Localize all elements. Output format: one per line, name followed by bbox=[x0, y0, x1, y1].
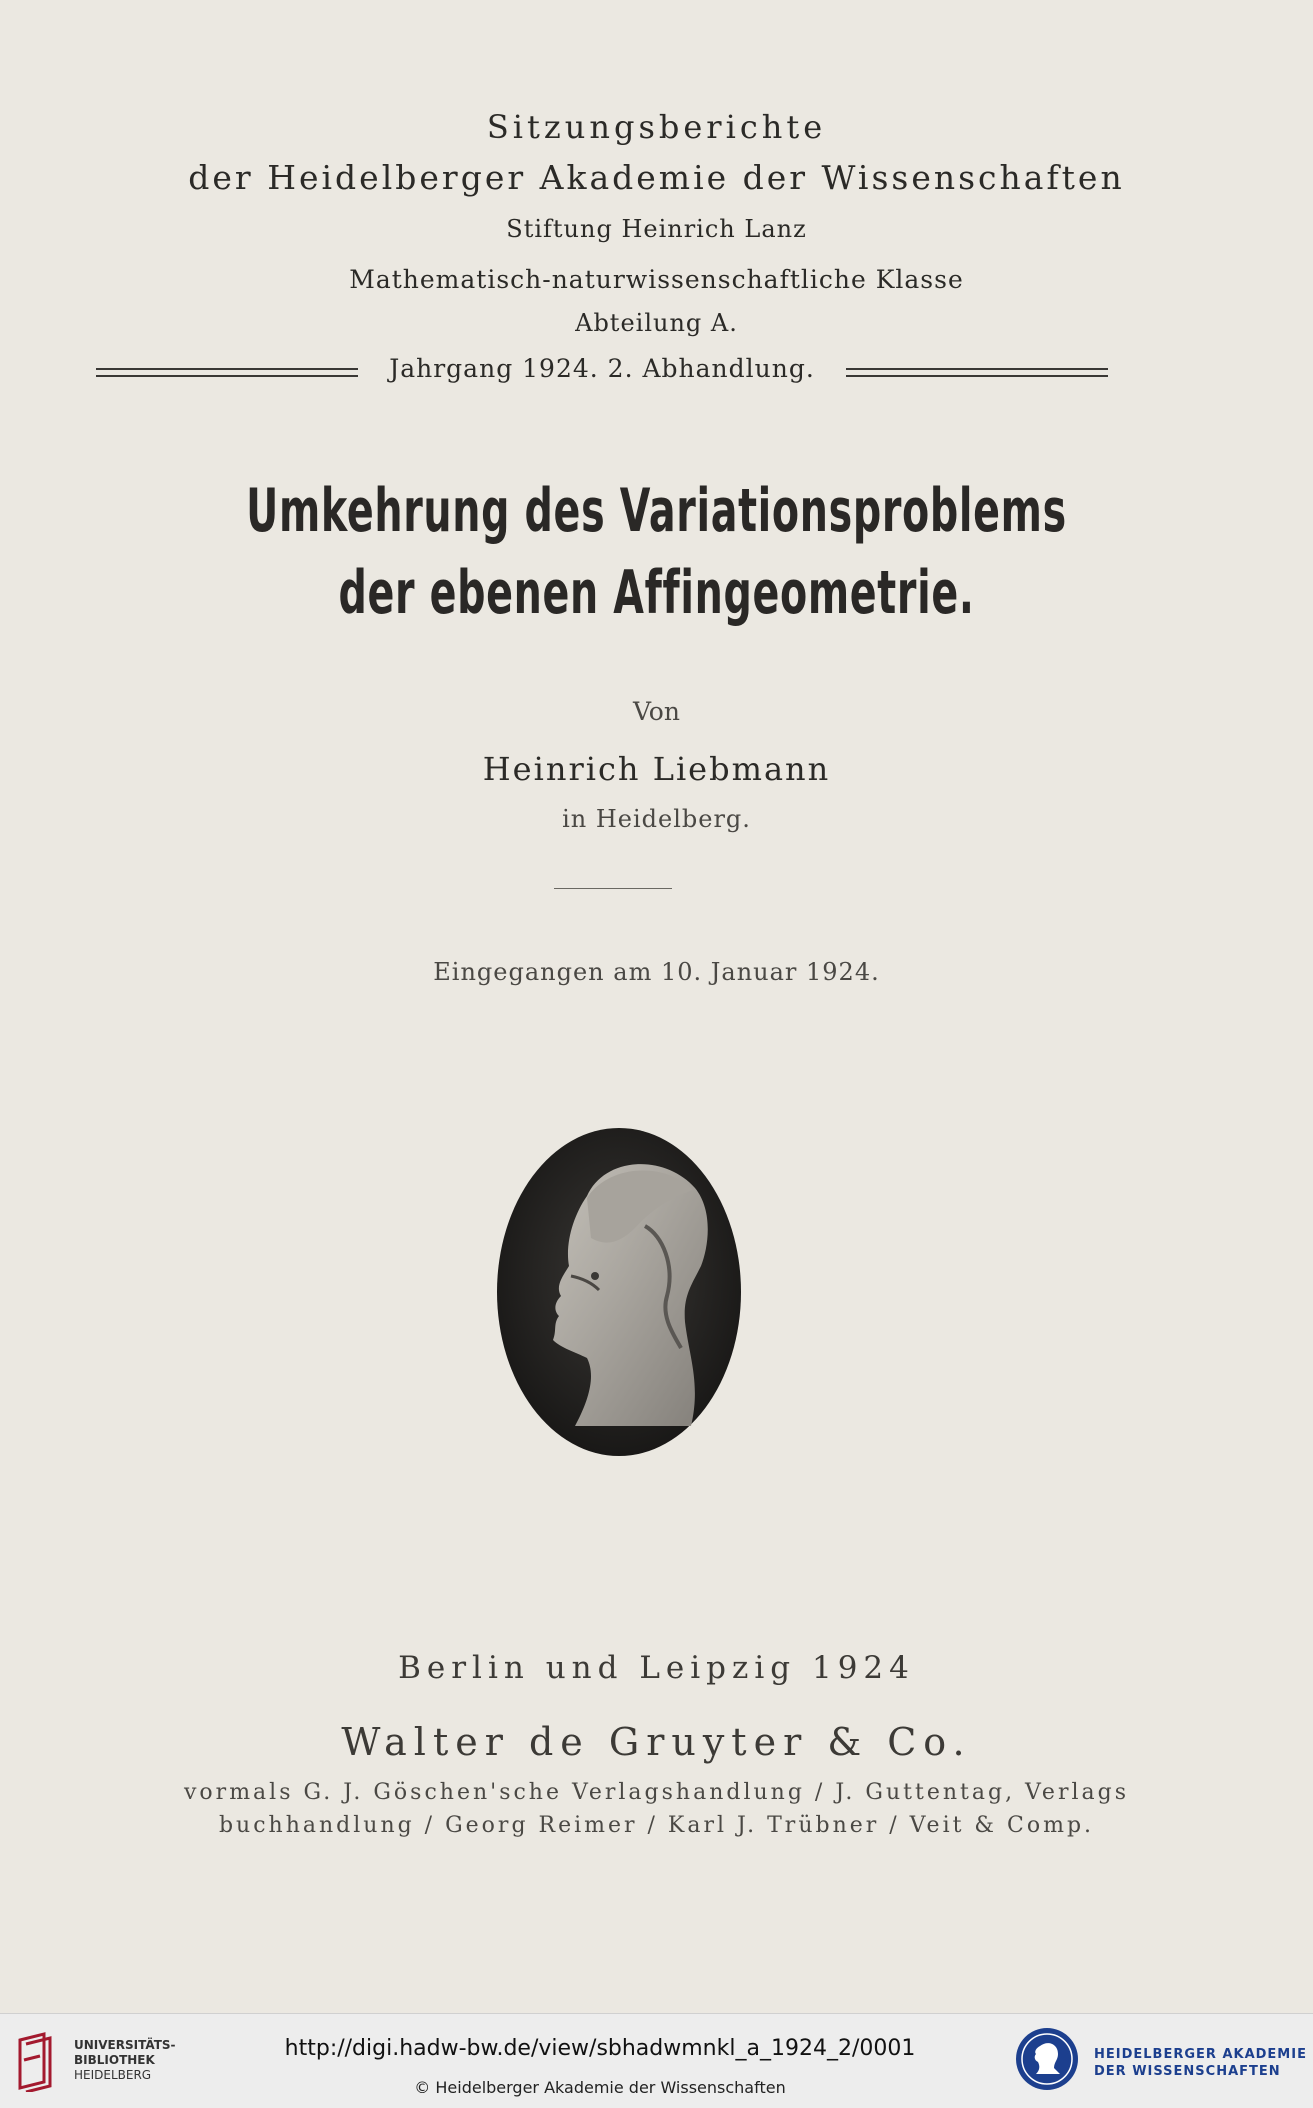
publisher-name: Walter de Gruyter & Co. bbox=[341, 1720, 972, 1764]
short-divider bbox=[554, 888, 672, 889]
academy-name: der Heidelberger Akademie der Wissenschaften bbox=[188, 158, 1125, 197]
author-name: Heinrich Liebmann bbox=[482, 750, 831, 788]
former-publishers-line-1: vormals G. J. Göschen'sche Verlagshandlung / J. Guttentag, Verlags bbox=[184, 1780, 1129, 1805]
author-place: in Heidelberg. bbox=[562, 805, 751, 833]
title-line-2: der ebenen Affingeometrie. bbox=[338, 558, 975, 628]
year-issue-row bbox=[96, 354, 1108, 386]
former-publishers-line-2: buchhandlung / Georg Reimer / Karl J. Trübner / Veit & Comp. bbox=[218, 1813, 1095, 1838]
series-title: Sitzungsberichte bbox=[486, 108, 827, 146]
library-name-line-2: BIBLIOTHEK bbox=[74, 2053, 155, 2067]
double-rule-right bbox=[846, 368, 1108, 377]
title-line-1: Umkehrung des Variationsproblems bbox=[246, 476, 1067, 546]
paper-title bbox=[223, 470, 1090, 634]
viewer-footer bbox=[0, 2013, 1313, 2108]
university-library-name bbox=[74, 2038, 176, 2083]
received-date: Eingegangen am 10. Januar 1924. bbox=[433, 958, 880, 986]
library-name-line-1: UNIVERSITÄTS- bbox=[74, 2038, 176, 2052]
academy-name-line-2: DER WISSENSCHAFTEN bbox=[1094, 2064, 1281, 2079]
city-year: Berlin und Leipzig 1924 bbox=[398, 1650, 915, 1686]
academy-name-footer bbox=[1094, 2046, 1307, 2080]
double-rule-left bbox=[96, 368, 358, 377]
copyright-notice: © Heidelberger Akademie der Wissenschaften bbox=[414, 2078, 786, 2097]
academy-name-line-1: HEIDELBERGER AKADEMIE bbox=[1094, 2047, 1307, 2062]
academy-seal-icon[interactable] bbox=[1014, 2026, 1080, 2092]
university-library-logo-icon[interactable] bbox=[14, 2030, 62, 2092]
by-label: Von bbox=[633, 697, 680, 726]
library-name-line-3: HEIDELBERG bbox=[74, 2068, 152, 2082]
athena-medallion-icon bbox=[495, 1126, 743, 1459]
foundation-name: Stiftung Heinrich Lanz bbox=[506, 215, 807, 243]
class-name: Mathematisch-naturwissenschaftliche Klasse bbox=[349, 265, 964, 294]
year-issue: Jahrgang 1924. 2. Abhandlung. bbox=[389, 354, 815, 383]
permalink-url[interactable]: http://digi.hadw-bw.de/view/sbhadwmnkl_a_1924_2/0001 bbox=[284, 2036, 916, 2061]
division-name: Abteilung A. bbox=[575, 309, 738, 337]
